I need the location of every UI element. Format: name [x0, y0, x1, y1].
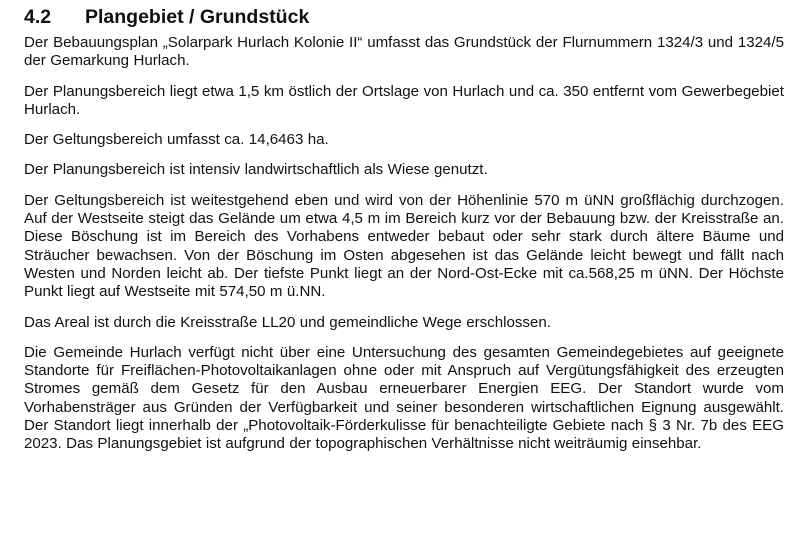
paragraph-standortwahl: Die Gemeinde Hurlach verfügt nicht über eine Untersuchung des gesamten Gemeindegebietes auf geeignete Standorte für Freiflächen-Photovoltaikanlagen ohne oder mit Anspruch auf Vergütungsfähigkeit des erzeugten Stromes gemäß dem Gesetz für den Ausbau erneuerbarer Energien EEG. Der Standort wurde vom Vorhabensträger aus Gründen der Verfügbarkeit und seiner besonderen wirtschaftlichen Eignung ausgewählt. Der Standort liegt innerhalb der „Photovoltaik-Förderkulisse für benachteiligte Gebiete nach § 3 Nr. 7b des EEG 2023. Das Planungsgebiet ist aufgrund der topographischen Verhältnisse nicht weiträumig einsehbar. [24, 343, 784, 453]
paragraph-flaeche: Der Geltungsbereich umfasst ca. 14,6463 ha. [24, 131, 329, 149]
paragraph-lage: Der Planungsbereich liegt etwa 1,5 km östlich der Ortslage von Hurlach und ca. 350 entfernt vom Gewerbegebiet Hurlach. [24, 82, 784, 118]
section-heading [24, 5, 784, 29]
paragraph-nutzung: Der Planungsbereich ist intensiv landwirtschaftlich als Wiese genutzt. [24, 161, 488, 179]
paragraph-topographie: Der Geltungsbereich ist weitestgehend eben und wird von der Höhenlinie 570 m üNN großflächig durchzogen. Auf der Westseite steigt das Gelände um etwa 4,5 m im Bereich kurz vor der Bebauung bzw. der Kreisstraße an. Diese Böschung ist im Bereich des Vorhabens entweder bebaut oder sehr stark durch ältere Bäume und Sträucher bewachsen. Von der Böschung im Osten abgesehen ist das Gelände leicht bewegt und fällt nach Westen und Norden leicht ab. Der tiefste Punkt liegt an der Nord-Ost-Ecke mit ca.568,25 m üNN. Der Höchste Punkt liegt auf Westseite mit 574,50 m ü.NN. [24, 191, 784, 301]
section-number: 4.2 [24, 6, 52, 28]
paragraph-erschliessung: Das Areal ist durch die Kreisstraße LL20 und gemeindliche Wege erschlossen. [24, 313, 551, 331]
section-title: Plangebiet / Grundstück [85, 6, 310, 28]
paragraph-bebauungsplan: Der Bebauungsplan „Solarpark Hurlach Kolonie II“ umfasst das Grundstück der Flurnummern 1324/3 und 1324/5 der Gemarkung Hurlach. [24, 34, 784, 70]
